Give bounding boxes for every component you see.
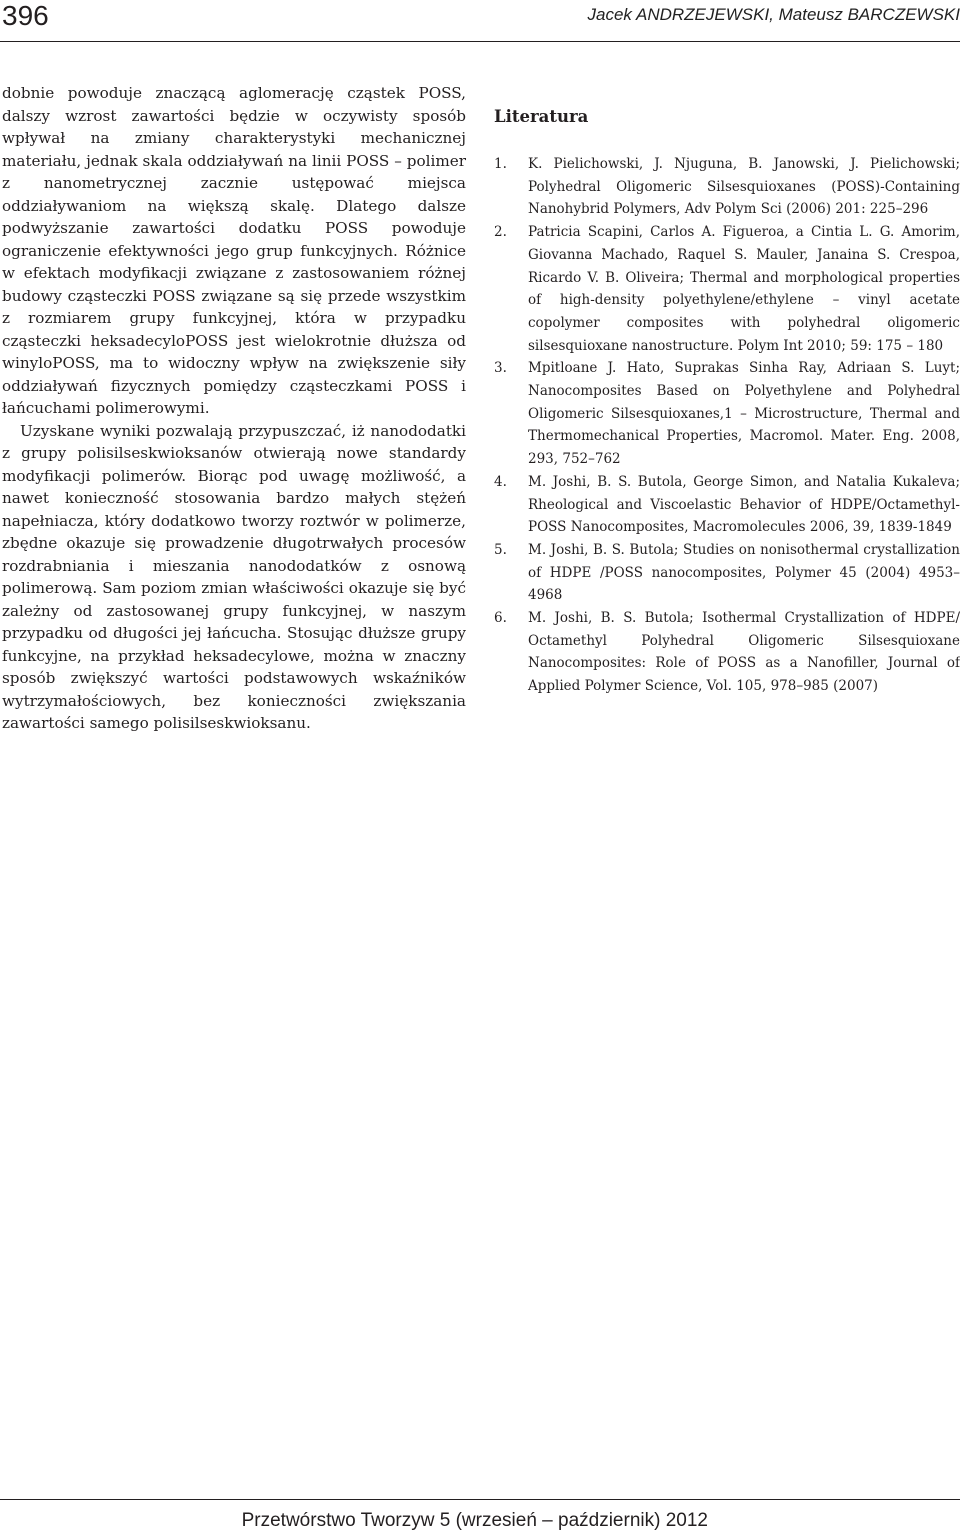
body-paragraph: Uzyskane wyniki pozwalają przypuszczać, iż nanododatki z grupy polisilseskwioksanów otwierają nowe standardy modyfikacji polimerów. Biorąc pod uwagę możliwość, a nawet konieczność stosowania bardzo małych stężeń napełniacza, który dodatkowo tworzy roztwór w polimerze, zbędne okazuje się prowadzenie długotrwałych procesów rozdrabniania i mieszania nanododatków z osnową polimerową. Sam poziom zmian właściwości okazuje się być zależny od zastosowanej grupy funkcyjnej, w naszym przypadku od długości jej łańcucha. Stosując dłuższe grupy funkcyjne, na przykład heksadecylowe, można w znaczny sposób zwiększyć wartości podstawowych wskaźników wytrzymałościowych, bez konieczności zwiększania zawartości samego polisilseskwioksanu.: [2, 421, 466, 732]
reference-number: 4.: [494, 473, 507, 490]
reference-text: M. Joshi, B. S. Butola; Isothermal Crystallization of HDPE/ Octamethyl Polyhedral Oligomeric Silsesquioxane Nanocomposites: Role of POSS as a Nanofiller, Journal of Applied Polymer Science, Vol. 105, 978–985 (2007): [528, 610, 960, 695]
reference-item: [494, 607, 960, 698]
reference-number: 3.: [494, 360, 507, 377]
reference-number: 1.: [494, 156, 507, 172]
reference-text: M. Joshi, B. S. Butola; Studies on nonisothermal crystallization of HDPE /POSS nanocomposites, Polymer 45 (2004) 4953–4968: [528, 541, 960, 604]
reference-item: [494, 357, 960, 471]
reference-item: [494, 221, 960, 357]
journal-footer: Przetwórstwo Tworzyw 5 (wrzesień – październik) 2012: [241, 1510, 708, 1531]
reference-number: 2.: [494, 224, 507, 241]
reference-text: Mpitloane J. Hato, Suprakas Sinha Ray, Adriaan S. Luyt; Nanocomposites Based on Polyethylene and Polyhedral Oligomeric Silsesquioxanes,1 – Microstructure, Thermal and Thermomechanical Properties, Macromol. Mater. Eng. 2008, 293, 752–762: [528, 360, 960, 468]
header-divider: [0, 41, 960, 42]
body-text-column: [2, 82, 466, 735]
reference-item: [494, 153, 960, 221]
reference-text: M. Joshi, B. S. Butola, George Simon, and Natalia Kukaleva; Rheological and Viscoelastic Behavior of HDPE/Octamethyl-POSS Nanocomposites, Macromolecules 2006, 39, 1839-1849: [528, 473, 960, 536]
reference-item: [494, 539, 960, 607]
reference-text: Patricia Scapini, Carlos A. Figueroa, a Cintia L. G. Amorim, Giovanna Machado, Raquel S. Mauler, Janaina S. Crespoa, Ricardo V. B. Oliveira; Thermal and morphological properties of high-density polyethylene/ethylene – vinyl acetate copolymer composites with polyhedral oligomeric silsesquioxane nanostructure. Polym Int 2010; 59: 175 – 180: [528, 224, 960, 354]
reference-item: [494, 471, 960, 539]
page-number: 396: [2, 0, 49, 31]
references-title: Literatura: [494, 107, 589, 126]
reference-text: K. Pielichowski, J. Njuguna, B. Janowski, J. Pielichowski; Polyhedral Oligomeric Silsesquioxanes (POSS)-Containing Nanohybrid Polymers, Adv Polym Sci (2006) 201: 225–296: [528, 156, 960, 218]
running-head-authors: Jacek ANDRZEJEWSKI, Mateusz BARCZEWSKI: [587, 5, 960, 24]
footer-divider: [0, 1499, 960, 1500]
references-list: [494, 153, 960, 698]
body-paragraph: dobnie powoduje znaczącą aglomerację cząstek POSS, dalszy wzrost zawartości będzie w oczywisty sposób wpływał na zmiany charakterystyki mechanicznej materiału, jednak skala oddziaływań na linii POSS – polimer z nanometrycznej zacznie ustępować miejsca oddziaływaniom na większą skalę. Dlatego dalsze podwyższanie zawartości dodatku POSS powoduje ograniczenie efektywności jego grup funkcyjnych. Różnice w efektach modyfikacji związane z zastosowaniem różnej budowy cząsteczki POSS związane są się przede wszystkim z rozmiarem grupy funkcyjnej, która w przypadku cząsteczki heksadecyloPOSS jest wielokrotnie dłuższa od winyloPOSS, ma to widoczny wpływ na zwiększenie siły oddziaływań fizycznych pomiędzy cząsteczkami POSS i łańcuchami polimerowymi.: [2, 84, 466, 417]
reference-number: 5.: [494, 541, 507, 558]
reference-number: 6.: [494, 610, 507, 627]
references-section: [494, 104, 960, 698]
